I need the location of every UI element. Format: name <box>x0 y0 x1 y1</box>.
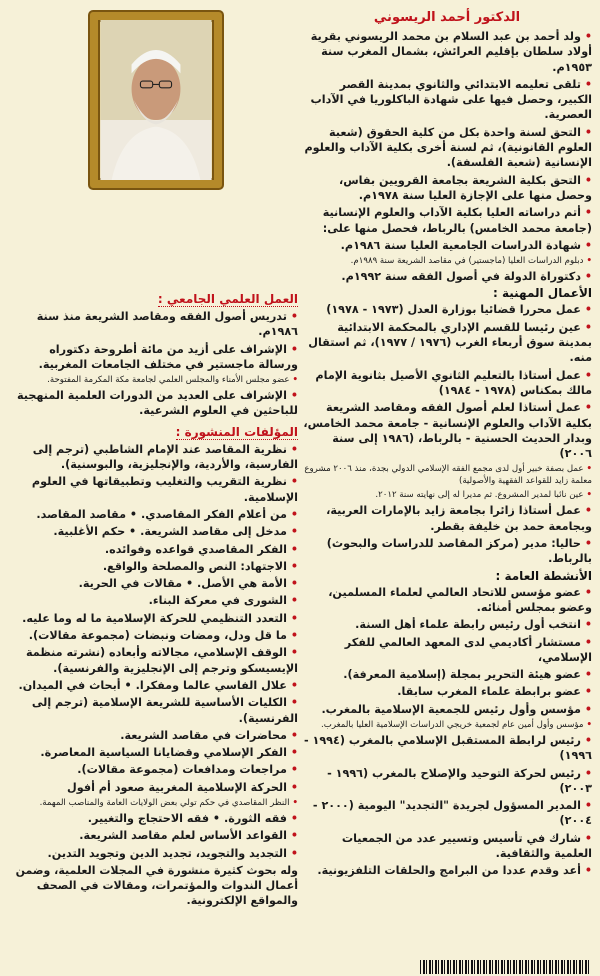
works-item <box>8 611 298 626</box>
item-text: الحركة الإسلامية المغربية صعود أم أفول <box>67 780 287 794</box>
works-item <box>8 442 298 473</box>
bullet-dot: • <box>583 464 592 475</box>
works-item <box>8 728 298 743</box>
item-text: تدريس أصول الفقه ومقاصد الشريعة منذ سنة ١٩٨٦م. <box>36 310 298 339</box>
works-item <box>8 745 298 760</box>
bullet-dot: • <box>580 270 592 284</box>
bullet-dot: • <box>286 763 298 777</box>
bullet-dot: • <box>286 507 298 521</box>
bullet-dot: • <box>286 577 298 591</box>
item-text: المدير المسؤول لجريدة "التجديد" اليومية (٢٠٠٠ - ٢٠٠٤) <box>312 799 592 828</box>
item-text: عمل أستاذا زائرا بجامعة زايد بالإمارات العربية، وبجامعة حمد بن خليفة بقطر. <box>326 504 592 533</box>
public-section <box>302 585 592 879</box>
bullet-dot: • <box>286 594 298 608</box>
works-item <box>8 507 298 522</box>
works-footer: وله بحوث كثيرة منشورة في المجلات العلمية، وضمن أعمال الندوات والمؤتمرات، ومقالات في الصحف والمواقع الإلكترونية. <box>15 863 298 907</box>
bullet-dot: • <box>580 635 592 649</box>
bullet-dot: • <box>580 585 592 599</box>
prof-item <box>302 302 592 317</box>
professional-section <box>302 302 592 566</box>
pub-item <box>302 617 592 632</box>
item-text: القواعد الأساس لعلم مقاصد الشريعة. <box>79 829 287 843</box>
acad-item <box>8 374 298 386</box>
professional-title: الأعمال المهنية : <box>492 286 592 301</box>
bullet-dot: • <box>580 618 592 632</box>
item-text: تلقى تعليمه الابتدائي والثانوي بمدينة القصر الكبير، وحصل فيها على شهادة الباكلوريا في الآداب العصرية. <box>310 77 592 122</box>
bullet-dot: • <box>580 504 592 518</box>
works-item <box>8 780 298 795</box>
item-text: أتم دراساته العليا بكلية الآداب والعلوم الإنسانية (جامعة محمد الخامس) بالرباط، فحصل منها على: <box>322 206 592 235</box>
works-item <box>8 762 298 777</box>
item-text: علال الفاسي عالما ومفكرا. • أبحاث في الميدان. <box>18 678 287 692</box>
bullet-dot: • <box>286 525 298 539</box>
bullet-dot: • <box>580 668 592 682</box>
bio-item <box>302 77 592 123</box>
works-item <box>8 628 298 643</box>
bullet-dot: • <box>286 475 298 489</box>
item-text: فقه الثورة. • فقه الاحتجاج والتغيير. <box>87 812 287 826</box>
prof-item <box>302 463 592 487</box>
item-text: ما قل ودل، ومضات ونبضات (مجموعة مقالات). <box>28 629 287 643</box>
works-item <box>8 828 298 843</box>
item-text: عضو مؤسس للاتحاد العالمي لعلماء المسلمين، وعضو بمجلس أمنائه. <box>328 585 592 614</box>
item-text: رئيس لرابطة المستقبل الإسلامي بالمغرب (١٩٩٤ - ١٩٩٦) <box>303 733 592 763</box>
item-text: الإشراف على أزيد من مائة أطروحة دكتوراه ورسالة ماجستير في مختلف الجامعات المغربية. <box>38 342 298 371</box>
pub-item <box>302 766 592 797</box>
bullet-dot: • <box>583 719 592 730</box>
pub-item <box>302 667 592 682</box>
bullet-dot: • <box>286 746 298 760</box>
prof-item <box>302 400 592 461</box>
bullet-dot: • <box>580 77 592 91</box>
acad-item <box>8 342 298 373</box>
item-text: الفكر الإسلامي وقضايانا السياسية المعاصرة. <box>40 746 287 760</box>
prof-item <box>302 368 592 399</box>
works-item <box>8 846 298 861</box>
bullet-dot: • <box>580 303 592 317</box>
left-column <box>8 288 298 908</box>
item-text: دكتوراة الدولة في أصول الفقه سنة ١٩٩٢م. <box>341 270 581 284</box>
bio-item <box>302 205 592 236</box>
item-text: عضو هيئة التحرير بمجلة (إسلامية المعرفة). <box>343 668 581 682</box>
bullet-dot: • <box>580 702 592 716</box>
bullet-dot: • <box>286 542 298 556</box>
bullet-dot: • <box>286 442 298 456</box>
bullet-dot: • <box>286 559 298 573</box>
item-text: انتخب أول رئيس رابطة علماء أهل السنة. <box>355 618 581 632</box>
works-item <box>8 524 298 539</box>
bullet-dot: • <box>286 846 298 860</box>
works-item <box>8 542 298 557</box>
bullet-dot: • <box>580 799 592 813</box>
bullet-dot: • <box>286 310 298 323</box>
item-text: التحق بكلية الشريعة بجامعة القرويين بفاس، وحصل منها على الإجازة العليا سنة ١٩٧٨م. <box>338 173 592 202</box>
bullet-dot: • <box>580 831 592 845</box>
bio-item <box>302 255 592 267</box>
bio-item <box>302 238 592 253</box>
bullet-dot: • <box>286 728 298 742</box>
bullet-dot: • <box>286 829 298 843</box>
bullet-dot: • <box>286 611 298 625</box>
works-item <box>8 797 298 809</box>
item-text: دبلوم الدراسات العليا (ماجستير) في مقاصد الشريعة سنة ١٩٨٩م. <box>350 256 584 267</box>
public-title: الأنشطة العامة : <box>495 568 592 583</box>
works-item <box>8 593 298 608</box>
acad-item <box>8 309 298 340</box>
item-text: شهادة الدراسات الجامعية العليا سنة ١٩٨٦م. <box>340 238 581 252</box>
bullet-dot: • <box>580 401 592 415</box>
prof-item <box>302 536 592 567</box>
pub-item <box>302 831 592 862</box>
item-text: النظر المقاصدي في حكم تولي بعض الولايات العامة والمناصب المهمة. <box>39 798 290 809</box>
bullet-dot: • <box>580 537 592 551</box>
bullet-dot: • <box>580 766 592 780</box>
item-text: التجديد والتجويد، تجديد الدين وتجويد التدين. <box>47 846 287 860</box>
item-text: التحق لسنة واحدة بكل من كلية الحقوق (شعبة العلوم القانونية)، ثم لسنة أخرى بكلية الآداب والعلوم الإنسانية (شعبة الفلسفة). <box>304 125 592 170</box>
pub-item <box>302 798 592 829</box>
item-text: شارك في تأسيس وتسيير عدد من الجمعيات العلمية والثقافية. <box>341 831 592 861</box>
item-text: الوقف الإسلامي، مجالاته وأبعاده (نشرته منظمة الإيسيسكو وترجم إلى الإنجليزية والفرنسية). <box>25 646 298 675</box>
item-text: أعد وقدم عددا من البرامج والحلقات التلفزيونية. <box>317 864 581 878</box>
works-title: المؤلفات المنشورة : <box>175 424 298 439</box>
works-item <box>8 559 298 574</box>
bullet-dot: • <box>286 629 298 643</box>
item-text: نظرية التقريب والتغليب وتطبيقاتها في العلوم الإسلامية. <box>31 475 298 504</box>
works-item <box>8 678 298 693</box>
item-text: حاليا: مدير (مركز المقاصد للدراسات والبحوث) بالرباط. <box>326 537 592 566</box>
bio-item <box>302 173 592 204</box>
bio-item <box>302 29 592 75</box>
right-column <box>302 10 592 881</box>
pub-item <box>302 702 592 717</box>
pub-item <box>302 585 592 616</box>
page-title: الدكتور أحمد الريسوني <box>373 10 521 25</box>
bullet-dot: • <box>583 256 592 267</box>
bullet-dot: • <box>286 696 298 710</box>
bio-item <box>302 125 592 171</box>
bullet-dot: • <box>580 206 592 220</box>
works-item <box>8 576 298 591</box>
portrait-frame <box>90 12 222 188</box>
academic-section <box>8 309 298 419</box>
item-text: عين نائبا لمدير المشروع. ثم مديرا له إلى نهايته سنة ٢٠١٢. <box>375 490 584 501</box>
item-text: عين رئيسا للقسم الإداري بالمحكمة الابتدائية بمدينة سوق أربعاء الغرب (١٩٧٦ / ١٩٧٧)، ثم استقال منه. <box>308 320 592 365</box>
item-text: الشورى في معركة البناء. <box>148 594 287 608</box>
bullet-dot: • <box>286 646 298 660</box>
bullet-dot: • <box>286 678 298 692</box>
item-text: الكليات الأساسية للشريعة الإسلامية (ترجم إلى الفرنسية). <box>31 696 298 725</box>
item-text: الإشراف على العديد من الدورات العلمية المنهجية للباحثين في العلوم الشرعية. <box>16 389 298 418</box>
item-text: مؤسس وأول أمين عام لجمعية خريجي الدراسات الإسلامية العليا بالمغرب. <box>321 719 584 730</box>
bullet-dot: • <box>286 342 298 356</box>
bullet-dot: • <box>580 30 592 43</box>
item-text: عضو مجلس الأمناء والمجلس العلمي لجامعة مكة المكرمة المفتوحة. <box>47 375 290 386</box>
item-text: عمل أستاذا بالتعليم الثانوي الأصيل بثانوية الإمام مالك بمكناس (١٩٧٨ - ١٩٨٤) <box>315 368 592 397</box>
item-text: عمل بصفة خبير أول لدى مجمع الفقه الإسلامي الدولي بجدة، منذ ٢٠٠٦ مشروع معلمة زايد للقواعد الفقهية والأصولية) <box>304 464 592 487</box>
pub-item <box>302 684 592 699</box>
bullet-dot: • <box>580 864 592 878</box>
barcode-strip <box>420 960 590 974</box>
item-text: عمل محررا قضائيا بوزارة العدل (١٩٧٣ - ١٩٧٨) <box>326 303 581 317</box>
pub-item <box>302 635 592 666</box>
bullet-dot: • <box>286 780 298 794</box>
item-text: رئيس لحركة التوحيد والإصلاح بالمغرب (١٩٩٦ - ٢٠٠٣) <box>327 766 592 795</box>
item-text: عضو برابطة علماء المغرب سابقا. <box>397 685 581 699</box>
works-item <box>8 645 298 676</box>
pub-item <box>302 863 592 878</box>
works-section <box>8 442 298 861</box>
bullet-dot: • <box>580 173 592 187</box>
item-text: ولد أحمد بن عبد السلام بن محمد الريسوني بقرية أولاد سلطان بإقليم العرائش، بشمال المغرب سنة ١٩٥٣م. <box>310 30 592 74</box>
item-text: عمل أستاذا لعلم أصول الفقه ومقاصد الشريعة بكلية الآداب والعلوم الإنسانية - جامعة محمد الخامس، وبدار الحديث الحسنية - بالرباط، (١٩٨٦ إلى سنة ٢٠٠٦) <box>303 401 592 461</box>
item-text: من أعلام الفكر المقاصدي. • مقاصد المقاصد. <box>36 507 287 521</box>
bullet-dot: • <box>580 368 592 382</box>
prof-item <box>302 320 592 366</box>
item-text: مراجعات ومدافعات (مجموعة مقالات). <box>77 763 287 777</box>
bullet-dot: • <box>583 490 592 501</box>
bullet-dot: • <box>580 733 592 747</box>
item-text: مدخل إلى مقاصد الشريعة. • حكم الأغلبية. <box>53 525 287 539</box>
bullet-dot: • <box>289 375 298 386</box>
works-item <box>8 474 298 505</box>
item-text: الفكر المقاصدي قواعده وفوائده. <box>104 542 287 556</box>
bullet-dot: • <box>289 798 298 809</box>
bullet-dot: • <box>580 238 592 252</box>
biography-section <box>302 29 592 284</box>
item-text: مؤسس وأول رئيس للجمعية الإسلامية بالمغرب. <box>321 702 581 716</box>
bullet-dot: • <box>580 685 592 699</box>
item-text: الاجتهاد: النص والمصلحة والواقع. <box>102 559 287 573</box>
item-text: نظرية المقاصد عند الإمام الشاطبي (ترجم إلى الفارسية، والأردية، والإنجليزية، والبوسنية). <box>32 442 298 472</box>
portrait-image <box>98 20 214 180</box>
item-text: مستشار أكاديمي لدى المعهد العالمي للفكر الإسلامي، <box>344 635 592 664</box>
acad-item <box>8 388 298 419</box>
pub-item <box>302 719 592 731</box>
prof-item <box>302 503 592 534</box>
pub-item <box>302 733 592 764</box>
item-text: الأمة هي الأصل. • مقالات في الحرية. <box>78 577 287 591</box>
item-text: محاضرات في مقاصد الشريعة. <box>120 728 287 742</box>
works-item <box>8 811 298 826</box>
item-text: التعدد التنظيمي للحركة الإسلامية ما له وما عليه. <box>22 611 287 625</box>
works-item <box>8 695 298 726</box>
bullet-dot: • <box>286 812 298 826</box>
bullet-dot: • <box>580 320 592 334</box>
bio-item <box>302 269 592 284</box>
bullet-dot: • <box>580 125 592 139</box>
prof-item <box>302 489 592 501</box>
bullet-dot: • <box>286 389 298 403</box>
academic-title: العمل العلمي الجامعي : <box>157 292 298 306</box>
